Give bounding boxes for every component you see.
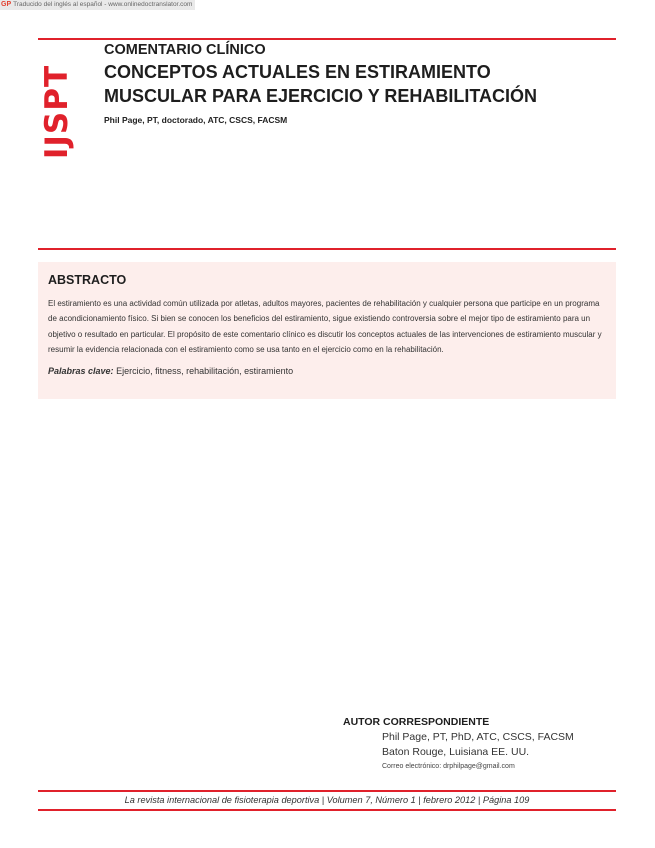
author-byline: Phil Page, PT, doctorado, ATC, CSCS, FACSM — [104, 115, 288, 125]
article-title-line-1: CONCEPTOS ACTUALES EN ESTIRAMIENTO — [104, 62, 491, 82]
journal-logo — [27, 64, 87, 160]
article-title-line-2: MUSCULAR PARA EJERCICIO Y REHABILITACIÓN — [104, 86, 538, 106]
abstract-heading: ABSTRACTO — [48, 273, 127, 287]
abstract-body: El estiramiento es una actividad común utilizada por atletas, adultos mayores, pacientes de rehabilitación y cualquier persona que participe en un programa de acondicionamiento físico. Si bien se conocen los beneficios del estiramiento, sigue existiendo controversia sobre el mejor tipo de estiramiento para un objetivo o resultado en particular. El propósito de este comentario clínico es discutir los conceptos actuales de las intervenciones de estiramiento muscular y resumir la evidencia relacionada con el estiramiento como se usa tanto en el ejercicio como en la rehabilitación. — [48, 299, 602, 354]
keywords-list: Ejercicio, fitness, rehabilitación, estiramiento — [116, 366, 294, 377]
footer-citation: La revista internacional de fisioterapia deportiva | Volumen 7, Número 1 | febrero 2012 | Página 109 — [124, 795, 530, 805]
translator-logo-icon: GP — [1, 1, 12, 8]
article-header — [104, 42, 624, 125]
corresponding-author-block — [343, 716, 574, 770]
header-bottom-rule — [38, 248, 616, 250]
corresponding-author-name: Phil Page, PT, PhD, ATC, CSCS, FACSM — [382, 731, 574, 743]
article-kicker: COMENTARIO CLÍNICO — [104, 42, 266, 58]
keywords-line — [48, 366, 606, 376]
corresponding-author-location: Baton Rouge, Luisiana EE. UU. — [382, 746, 530, 758]
abstract-box — [38, 262, 616, 399]
top-rule — [38, 38, 616, 40]
corresponding-author-email: Correo electrónico: drphilpage@gmail.com — [382, 763, 515, 770]
translator-banner — [0, 0, 195, 10]
footer-bottom-rule — [38, 809, 616, 811]
journal-logo-text: IJSPT — [39, 64, 76, 160]
corresponding-author-heading: AUTOR CORRESPONDIENTE — [343, 716, 490, 728]
footer-top-rule — [38, 790, 616, 792]
keywords-label: Palabras clave: — [48, 366, 114, 377]
translator-banner-text: Traducido del inglés al español - www.onlinedoctranslator.com — [13, 1, 193, 8]
